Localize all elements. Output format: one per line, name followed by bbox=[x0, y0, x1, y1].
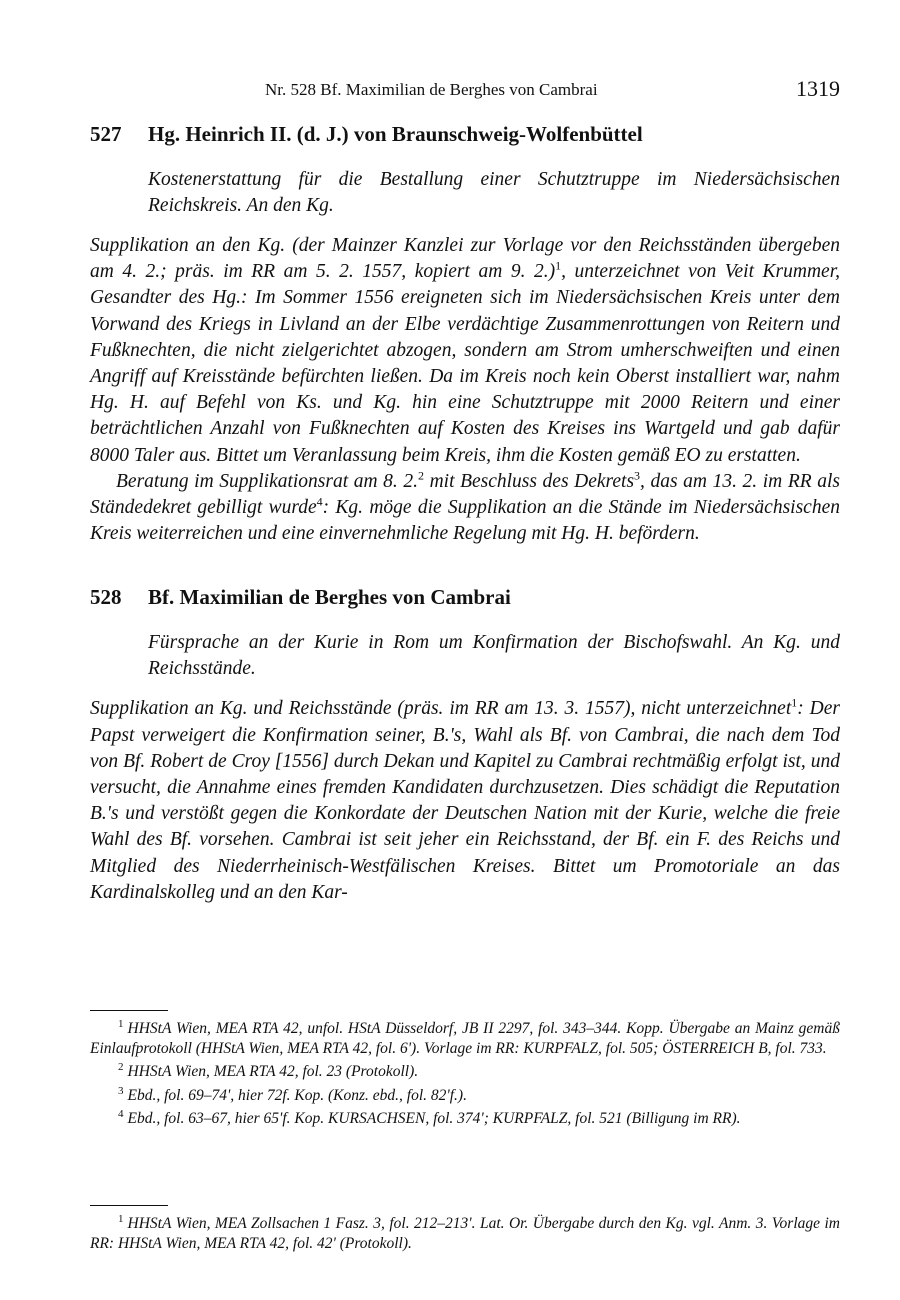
footnote-rule bbox=[90, 1010, 168, 1011]
entry-528-body bbox=[90, 696, 840, 906]
footnote-527-4: $^4$ Ebd., fol. 63–67, hier 65'f. Kop. KURSACHSEN, fol. 374'; KURPFALZ, fol. 521 (Billigung im RR). bbox=[118, 1108, 741, 1128]
entry-527-paragraph-2: Beratung im Supplikationsrat am 8. 2.$^2$ mit Beschluss des Dekrets$^3$, das am 13. 2. im RR als Ständedekret gebilligt wurde$^4$: Kg. möge die Supplikation an die Stände im Niedersächsischen Kreis weiterreichen und eine einvernehmliche Regelung mit Hg. H. befördern. bbox=[90, 468, 840, 545]
footnote-528-1: $^1$ HHStA Wien, MEA Zollsachen 1 Fasz. 3, fol. 212–213'. Lat. Or. Übergabe durch den Kg. vgl. Anm. 3. Vorlage im RR: HHStA Wien, MEA RTA 42, fol. 42' (Protokoll). bbox=[90, 1213, 840, 1252]
page-body bbox=[90, 70, 840, 906]
running-title: Nr. 528 Bf. Maximilian de Berghes von Cambrai bbox=[265, 80, 598, 99]
footnote-ref: 4 bbox=[316, 494, 323, 509]
footnote-ref: 2 bbox=[417, 468, 424, 483]
footnote-ref: 1 bbox=[555, 258, 562, 273]
entry-527-paragraph-1: Supplikation an den Kg. (der Mainzer Kanzlei zur Vorlage vor den Reichsständen übergeben am 4. 2.; präs. im RR am 5. 2. 1557, kopiert am 9. 2.)$^1$, unterzeichnet von Veit Krummer, Gesandter des Hg.: Im Sommer 1556 ereigneten sich im Niedersächsischen Kreis unter dem Vorwand des Kriegs in Livland an der Elbe verdächtige Zusammenrottungen von Reitern und Fußknechten, die nicht zielgerichtet abzogen, sondern am Strom umherschweiften und einen Angriff auf Kreisstände befürchten ließen. Da im Kreis noch kein Oberst installiert war, nahm Hg. H. auf Befehl von Ks. und Kg. hin eine Schutztruppe mit 2000 Reitern und einer beträchtlichen Anzahl von Fußknechten auf Kosten des Kreises ins Wartgeld und gab dafür 8000 Taler aus. Bittet um Veranlassung beim Kreis, ihm die Kosten gemäß EO zu erstatten. bbox=[90, 235, 840, 466]
footnote-527-2: $^2$ HHStA Wien, MEA RTA 42, fol. 23 (Protokoll). bbox=[118, 1061, 419, 1081]
entry-527-title: Hg. Heinrich II. (d. J.) von Braunschweig-Wolfenbüttel bbox=[148, 122, 643, 146]
entry-528-number: 528 bbox=[90, 585, 122, 610]
entry-527-number: 527 bbox=[90, 122, 122, 146]
entry-527-regest: Kostenerstattung für die Bestallung einer Schutztruppe im Niedersächsischen Reichskreis. An den Kg. bbox=[148, 169, 840, 216]
entry-527-heading bbox=[90, 122, 840, 147]
running-head bbox=[90, 70, 840, 110]
footnote-ref: 3 bbox=[634, 468, 641, 483]
entry-528-heading bbox=[90, 585, 840, 610]
footnote-rule bbox=[90, 1205, 168, 1206]
footnote-527-3: $^3$ Ebd., fol. 69–74', hier 72f. Kop. (Konz. ebd., fol. 82'f.). bbox=[118, 1084, 467, 1104]
footnotes-528 bbox=[90, 1205, 840, 1253]
footnotes-527 bbox=[90, 1010, 840, 1129]
entry-528-title: Bf. Maximilian de Berghes von Cambrai bbox=[148, 585, 511, 610]
entry-528-paragraph-1: Supplikation an Kg. und Reichsstände (präs. im RR am 13. 3. 1557), nicht unterzeichnet$^1$: Der Papst verweigert die Konfirmation seiner, B.'s, Wahl als Bf. von Cambrai, die nach dem Tod von Bf. Robert de Croy [1556] durch Dekan und Kapitel zu Cambrai rechtmäßig erfolgt ist, und versucht, die Annahme eines fremden Kandidaten durchzusetzen. Dies schädigt die Reputation B.'s und verstößt gegen die Konkordate der Deutschen Nation mit der Kurie, welche die freie Wahl des Bf. vorsehen. Cambrai ist seit jeher ein Reichsstand, der Bf. ein F. des Reichs und Mitglied des Niederrheinisch-Westfälischen Kreises. Bittet um Promotoriale an das Kardinalskolleg und an den Kar- bbox=[90, 695, 840, 903]
footnote-527-1: $^1$ HHStA Wien, MEA RTA 42, unfol. HStA Düsseldorf, JB II 2297, fol. 343–344. Kopp. Übergabe an Mainz gemäß Einlaufprotokoll (HHStA Wien, MEA RTA 42, fol. 6'). Vorlage im RR: KURPFALZ, fol. 505; ÖSTERREICH B, fol. 733. bbox=[90, 1018, 840, 1057]
entry-527-body bbox=[90, 233, 840, 547]
footnote-ref: 1 bbox=[791, 695, 798, 710]
entry-528-regest: Fürsprache an der Kurie in Rom um Konfirmation der Bischofswahl. An Kg. und Reichsstände. bbox=[148, 632, 840, 680]
page-number: 1319 bbox=[796, 76, 840, 101]
